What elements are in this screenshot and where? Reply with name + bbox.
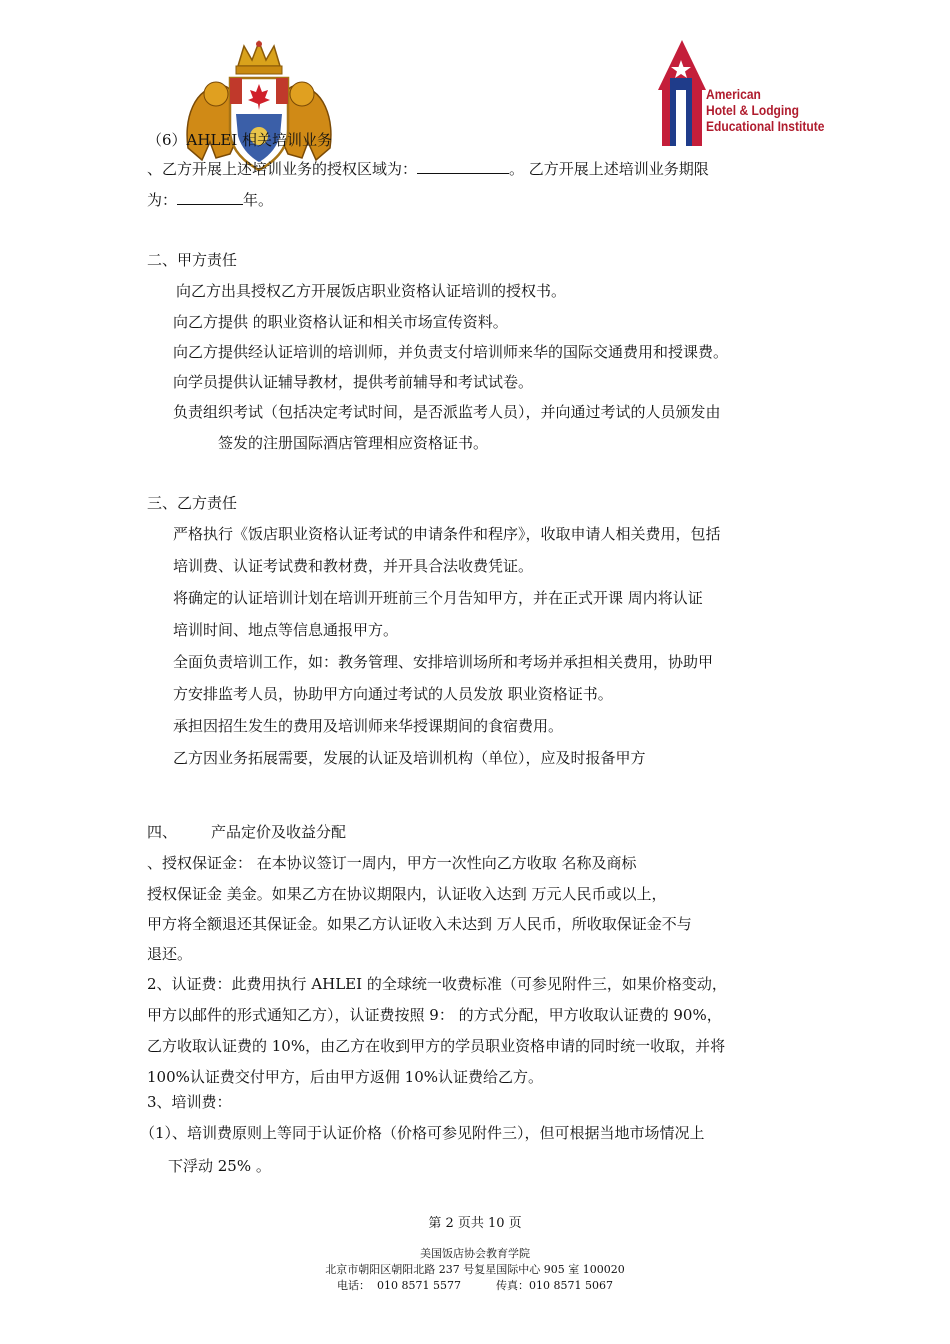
ahlei-logo-line: Educational Institute [706, 118, 825, 134]
term-text-b: 年。 [243, 191, 274, 209]
region-blank [417, 159, 509, 174]
section-3-heading: 三、乙方责任 [147, 494, 238, 512]
ahlei-logo-line: Hotel & Lodging [706, 102, 799, 118]
section-2-item: 负责组织考试（包括决定考试时间，是否派监考人员），并向通过考试的人员颁发由 [173, 403, 721, 421]
section-4-line: 甲方以邮件的形式通知乙方），认证费按照 9： 的方式分配，甲方收取认证费的 90%， [147, 1006, 722, 1024]
footer-org: 美国饭店协会教育学院 [420, 1247, 530, 1260]
section-3-line: 方安排监考人员，协助甲方向通过考试的人员发放 职业资格证书。 [173, 685, 613, 703]
section-4-line: 甲方将全额退还其保证金。如果乙方认证收入未达到 万人民币，所收取保证金不与 [147, 915, 692, 933]
term-blank [177, 190, 243, 205]
section-3-line: 全面负责培训工作，如：教务管理、安排培训场所和考场并承担相关费用，协助甲 [173, 653, 714, 671]
section-2-item: 签发的注册国际酒店管理相应资格证书。 [218, 434, 489, 452]
section-4-line: 3、培训费： [147, 1093, 232, 1111]
section-3-line: 培训费、认证考试费和教材费，并开具合法收费凭证。 [173, 557, 534, 575]
section-3-line: 将确定的认证培训计划在培训开班前三个月告知甲方，并在正式开课 周内将认证 [173, 589, 703, 607]
section-4-heading: 产品定价及收益分配 [211, 823, 347, 841]
section-4-line: 乙方收取认证费的 10%，由乙方在收到甲方的学员职业资格申请的同时统一收取，并将 [147, 1037, 726, 1055]
section-4-heading-num: 四、 [147, 823, 178, 841]
section-4-line: 下浮动 25% 。 [168, 1157, 271, 1175]
section-4-line: 2、认证费：此费用执行 AHLEI 的全球统一收费标准（可参见附件三，如果价格变动， [147, 975, 727, 993]
term-line [147, 190, 273, 210]
section-2-item: 向学员提供认证辅导教材，提供考前辅导和考试试卷。 [173, 373, 534, 391]
section-2-item: 向乙方提供经认证培训的培训师，并负责支付培训师来华的国际交通费用和授课费。 [173, 343, 729, 361]
section-2-heading: 二、甲方责任 [147, 251, 238, 269]
footer-address: 北京市朝阳区朝阳北路 237 号复星国际中心 905 室 100020 [325, 1263, 625, 1276]
ahlei-logo-line: American [706, 86, 761, 102]
footer-contact: 电话： 010 8571 5577 传真：010 8571 5067 [337, 1279, 613, 1292]
crest-logo [180, 38, 338, 178]
region-line [147, 159, 709, 179]
section-4-line: 授权保证金 美金。如果乙方在协议期限内，认证收入达到 万元人民币或以上， [147, 885, 667, 903]
region-text-a: 、乙方开展上述培训业务的授权区域为： [147, 160, 418, 178]
item-6-heading: （6）AHLEI 相关培训业务 [147, 131, 333, 149]
section-3-line: 承担因招生发生的费用及培训师来华授课期间的食宿费用。 [173, 717, 564, 735]
region-text-b: 。 乙方开展上述培训业务期限 [509, 160, 709, 178]
section-3-line: 严格执行《饭店职业资格认证考试的申请条件和程序》，收取申请人相关费用，包括 [173, 525, 721, 543]
page-number: 第 2 页共 10 页 [428, 1216, 522, 1231]
section-2-item: 向乙方出具授权乙方开展饭店职业资格认证培训的授权书。 [176, 282, 567, 300]
section-4-line: 100%认证费交付甲方，后由甲方返佣 10%认证费给乙方。 [147, 1068, 543, 1086]
section-4-line: 退还。 [147, 945, 193, 963]
section-3-line: 乙方因业务拓展需要，发展的认证及培训机构（单位），应及时报备甲方 [173, 749, 646, 767]
ahlei-logo-text [706, 86, 824, 134]
section-3-line: 培训时间、地点等信息通报甲方。 [173, 621, 399, 639]
section-2-item: 向乙方提供 的职业资格认证和相关市场宣传资料。 [173, 313, 508, 331]
section-4-line: 、授权保证金： 在本协议签订一周内，甲方一次性向乙方收取 名称及商标 [147, 854, 637, 872]
section-4-line: （1）、培训费原则上等同于认证价格（价格可参见附件三），但可根据当地市场情况上 [140, 1124, 705, 1142]
term-text-a: 为： [147, 191, 178, 209]
